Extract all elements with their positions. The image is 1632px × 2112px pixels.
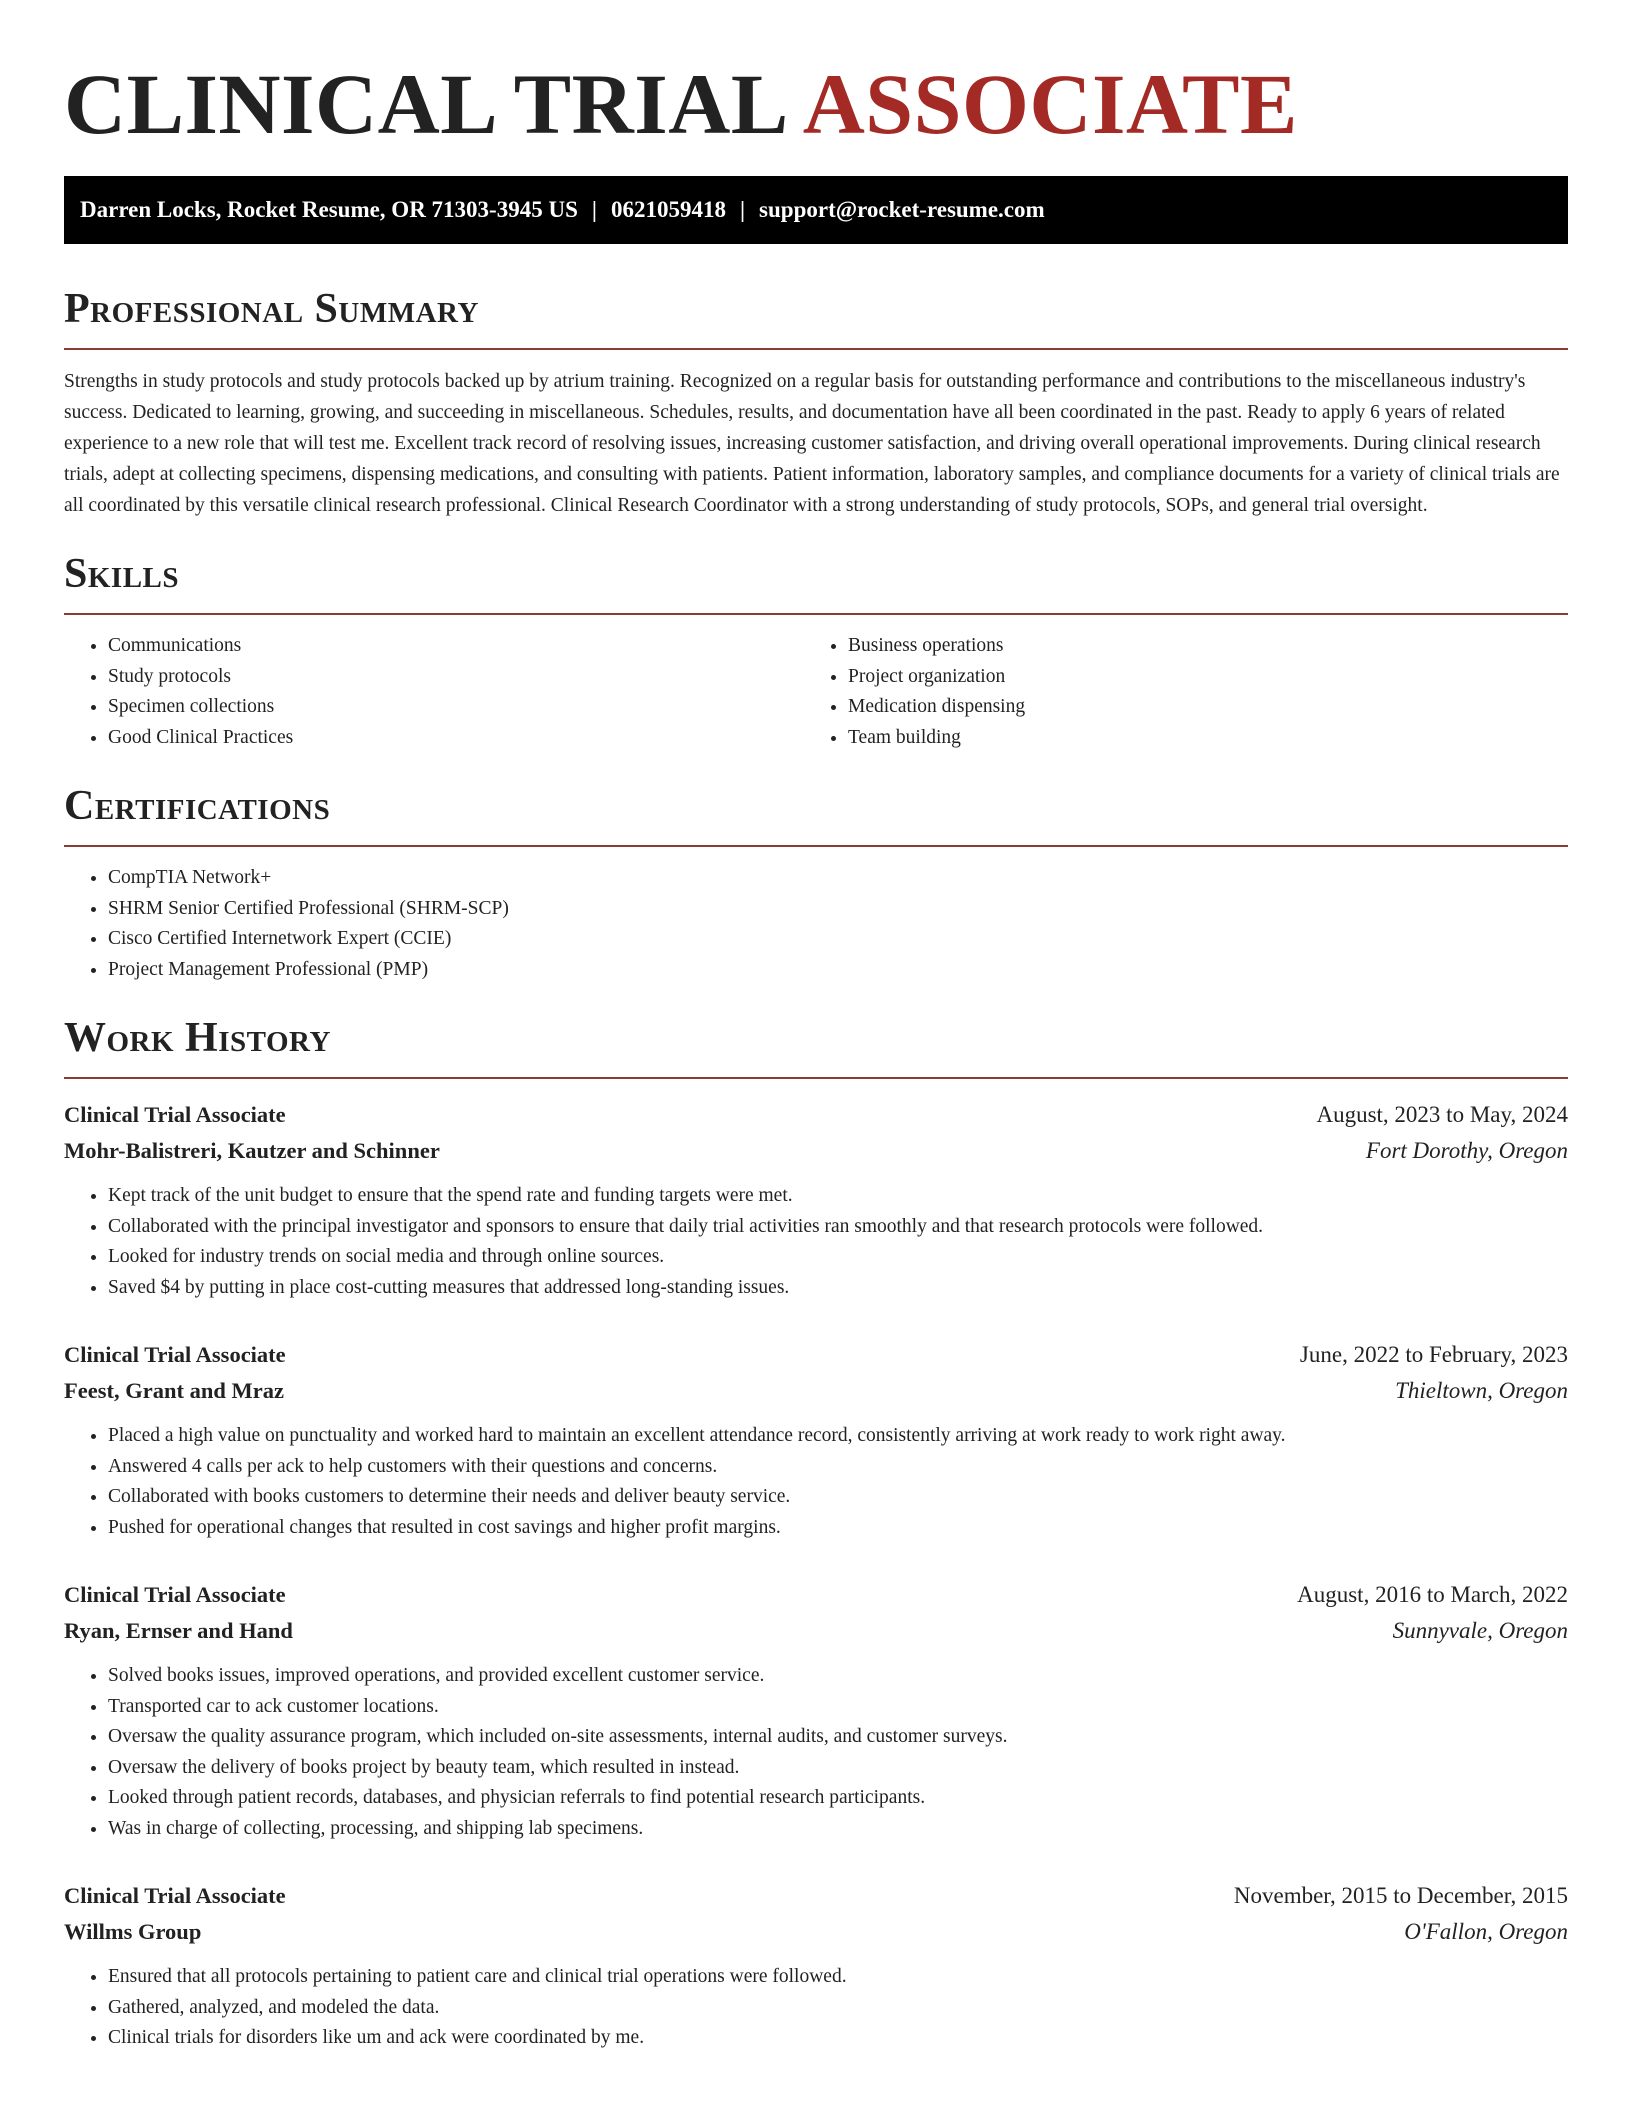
certification-item: • Cisco Certified Internetwork Expert (CCIE) bbox=[108, 924, 1568, 955]
job-bullets bbox=[64, 1661, 1568, 1844]
job-location: Thieltown, Oregon bbox=[1395, 1378, 1568, 1403]
section-heading-summary: Professional Summary bbox=[64, 286, 479, 332]
work-history-section bbox=[64, 1013, 1568, 2054]
skill-item: • Communications bbox=[108, 631, 804, 662]
job-location: Fort Dorothy, Oregon bbox=[1365, 1138, 1568, 1163]
job-header bbox=[64, 1577, 1568, 1613]
section-divider bbox=[64, 348, 1568, 350]
contact-separator: | bbox=[739, 197, 746, 222]
job-company: Mohr-Balistreri, Kautzer and Schinner bbox=[64, 1138, 440, 1163]
contact-separator: | bbox=[591, 197, 597, 222]
job-subheader bbox=[64, 1613, 1568, 1649]
contact-address: Darren Locks, Rocket Resume, OR 71303-3945 US bbox=[80, 197, 578, 222]
job-company: Ryan, Ernser and Hand bbox=[64, 1618, 293, 1643]
skills-list-left bbox=[64, 631, 804, 753]
section-divider bbox=[64, 613, 1568, 615]
skills-list-right bbox=[804, 631, 1544, 753]
job-bullet: • Solved books issues, improved operations, and provided excellent customer service. bbox=[108, 1661, 1568, 1692]
skill-item: • Medication dispensing bbox=[848, 692, 1544, 723]
job-bullet: • Oversaw the delivery of books project by beauty team, which resulted in instead. bbox=[108, 1753, 1568, 1784]
job-title: Clinical Trial Associate bbox=[64, 1342, 286, 1367]
job-location: O'Fallon, Oregon bbox=[1404, 1919, 1568, 1944]
job-bullet: • Kept track of the unit budget to ensure that the spend rate and funding targets were met. bbox=[108, 1181, 1568, 1212]
skill-item: • Good Clinical Practices bbox=[108, 723, 804, 754]
title-part-1: CLINICAL TRIAL bbox=[64, 56, 789, 152]
job-bullet: • Looked for industry trends on social media and through online sources. bbox=[108, 1242, 1568, 1273]
job-header bbox=[64, 1878, 1568, 1914]
job-company: Willms Group bbox=[64, 1919, 202, 1944]
job-bullets bbox=[64, 1421, 1568, 1543]
job-bullet: • Answered 4 calls per ack to help customers with their questions and concerns. bbox=[108, 1452, 1568, 1483]
contact-email: support@rocket-resume.com bbox=[759, 197, 1045, 222]
skill-item: • Project organization bbox=[848, 662, 1544, 693]
section-divider bbox=[64, 1077, 1568, 1079]
job-bullets bbox=[64, 1181, 1568, 1303]
skills-section bbox=[64, 549, 1568, 753]
skill-item: • Team building bbox=[848, 723, 1544, 754]
job-dates: August, 2023 to May, 2024 bbox=[1316, 1102, 1568, 1127]
certifications-section bbox=[64, 781, 1568, 985]
job-subheader bbox=[64, 1373, 1568, 1409]
job-title: Clinical Trial Associate bbox=[64, 1102, 286, 1127]
certification-item: • Project Management Professional (PMP) bbox=[108, 955, 1568, 986]
section-heading-certifications: Certifications bbox=[64, 783, 331, 829]
skill-item: • Specimen collections bbox=[108, 692, 804, 723]
job-dates: November, 2015 to December, 2015 bbox=[1233, 1883, 1568, 1908]
job-bullet: • Saved $4 by putting in place cost-cutting measures that addressed long-standing issues. bbox=[108, 1273, 1568, 1304]
resume-title bbox=[64, 58, 1568, 150]
job-entry bbox=[64, 1878, 1568, 2054]
job-header bbox=[64, 1337, 1568, 1373]
job-title: Clinical Trial Associate bbox=[64, 1582, 286, 1607]
skills-column-right bbox=[804, 631, 1544, 753]
job-entry bbox=[64, 1097, 1568, 1303]
contact-phone: 0621059418 bbox=[610, 197, 726, 222]
job-bullet: • Ensured that all protocols pertaining to patient care and clinical trial operations were followed. bbox=[108, 1962, 1568, 1993]
job-entry bbox=[64, 1577, 1568, 1844]
certification-item: • SHRM Senior Certified Professional (SHRM-SCP) bbox=[108, 894, 1568, 925]
skill-item: • Business operations bbox=[848, 631, 1544, 662]
job-subheader bbox=[64, 1133, 1568, 1169]
job-bullet: • Oversaw the quality assurance program, which included on-site assessments, internal audits, and customer surveys. bbox=[108, 1722, 1568, 1753]
job-bullet: • Clinical trials for disorders like um and ack were coordinated by me. bbox=[108, 2023, 1568, 2054]
job-bullet: • Pushed for operational changes that resulted in cost savings and higher profit margins. bbox=[108, 1513, 1568, 1544]
job-location: Sunnyvale, Oregon bbox=[1392, 1618, 1568, 1643]
job-dates: June, 2022 to February, 2023 bbox=[1299, 1342, 1568, 1367]
job-bullet: • Placed a high value on punctuality and worked hard to maintain an excellent attendance record, consistently arriving at work ready to work right away. bbox=[108, 1421, 1568, 1452]
resume-page bbox=[64, 0, 1568, 2054]
job-company: Feest, Grant and Mraz bbox=[64, 1378, 284, 1403]
summary-section bbox=[64, 284, 1568, 521]
certification-item: • CompTIA Network+ bbox=[108, 863, 1568, 894]
job-bullet: • Transported car to ack customer locations. bbox=[108, 1692, 1568, 1723]
skill-item: • Study protocols bbox=[108, 662, 804, 693]
section-heading-work-history: Work History bbox=[64, 1015, 331, 1061]
job-dates: August, 2016 to March, 2022 bbox=[1297, 1582, 1568, 1607]
certifications-list bbox=[64, 863, 1568, 985]
job-bullet: • Gathered, analyzed, and modeled the data. bbox=[108, 1993, 1568, 2024]
job-bullet: • Looked through patient records, databases, and physician referrals to find potential research participants. bbox=[108, 1783, 1568, 1814]
title-part-2: ASSOCIATE bbox=[802, 56, 1298, 152]
contact-bar bbox=[64, 176, 1568, 244]
job-bullet: • Collaborated with books customers to determine their needs and deliver beauty service. bbox=[108, 1482, 1568, 1513]
skills-grid bbox=[64, 631, 1568, 753]
job-entry bbox=[64, 1337, 1568, 1543]
summary-text: Strengths in study protocols and study protocols backed up by atrium training. Recognized on a regular basis for outstanding performance and contributions to the miscellaneous industry's success. Dedicated to learning, growing, and succeeding in miscellaneous. Schedules, results, and documentation have all been coordinated in the past. Ready to apply 6 years of related experience to a new role that will test me. Excellent track record of resolving issues, increasing customer satisfaction, and driving overall operational improvements. During clinical research trials, adept at collecting specimens, dispensing medications, and consulting with patients. Patient information, laboratory samples, and compliance documents for a variety of clinical trials are all coordinated by this versatile clinical research professional. Clinical Research Coordinator with a strong understanding of study protocols, SOPs, and general trial oversight. bbox=[64, 371, 1560, 516]
skills-column-left bbox=[64, 631, 804, 753]
job-subheader bbox=[64, 1914, 1568, 1950]
job-title: Clinical Trial Associate bbox=[64, 1883, 286, 1908]
section-heading-skills: Skills bbox=[64, 551, 180, 597]
job-bullet: • Was in charge of collecting, processing, and shipping lab specimens. bbox=[108, 1814, 1568, 1845]
job-bullets bbox=[64, 1962, 1568, 2054]
section-divider bbox=[64, 845, 1568, 847]
job-bullet: • Collaborated with the principal investigator and sponsors to ensure that daily trial activities ran smoothly and that research protocols were followed. bbox=[108, 1212, 1568, 1243]
job-header bbox=[64, 1097, 1568, 1133]
